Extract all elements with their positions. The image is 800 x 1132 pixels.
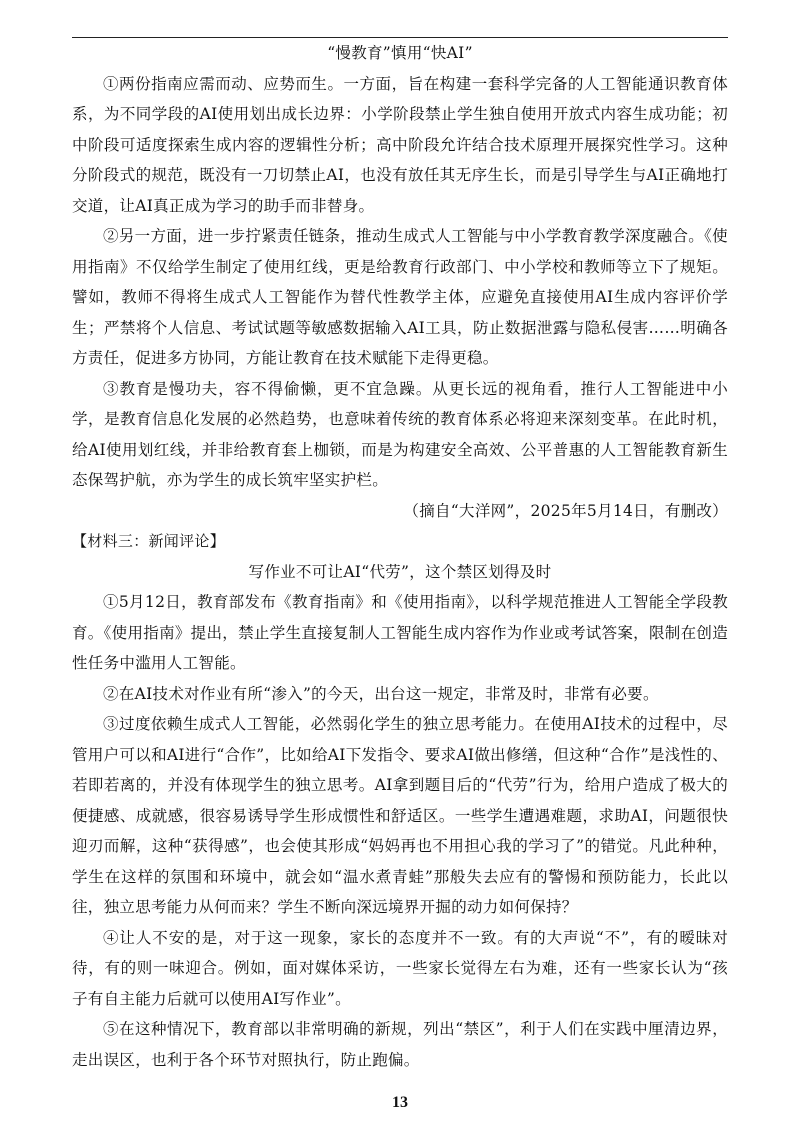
article-paragraph-2: ②另一方面，进一步拧紧责任链条，推动生成式人工智能与中小学教育教学深度融合。《使用指南》不仅给学生制定了使用红线，更是给教育行政部门、中小学校和教师等立下了规矩。譬如，教师不得将生成式人工智能作为替代性教学主体，应避免直接使用AI生成内容评价学生；严禁将个人信息、考试试题等敏感数据输入AI工具，防止数据泄露与隐私侵害……明确各方责任，促进多方协同，方能让教育在技术赋能下走得更稳。	[72, 227, 728, 367]
material-paragraph-4: ④让人不安的是，对于这一现象，家长的态度并不一致。有的大声说“不”，有的暧昧对待，有的则一味迎合。例如，面对媒体采访，一些家长觉得左右为难，还有一些家长认为“孩子有自主能力后就可以使用AI写作业”。	[72, 928, 728, 1008]
article-paragraph-1: ①两份指南应需而动、应势而生。一方面，旨在构建一套科学完备的人工智能通识教育体系，为不同学段的AI使用划出成长边界：小学阶段禁止学生独自使用开放式内容生成功能；初中阶段可适度探索生成内容的逻辑性分析；高中阶段允许结合技术原理开展探究性学习。这种分阶段式的规范，既没有一刀切禁止AI，也没有放任其无序生长，而是引导学生与AI正确地打交道，让AI真正成为学习的助手而非替身。	[72, 74, 728, 215]
material-paragraph-5: ⑤在这种情况下，教育部以非常明确的新规，列出“禁区”，利于人们在实践中厘清边界，走出误区，也利于各个环节对照执行，防止跑偏。	[72, 1020, 728, 1069]
article-source: （摘自“大洋网”，2025年5月14日，有删改）	[403, 501, 728, 520]
article-title: “慢教育”慎用“快AI”	[327, 44, 473, 62]
material-paragraph-1: ①5月12日，教育部发布《教育指南》和《使用指南》，以科学规范推进人工智能全学段教育。《使用指南》提出，禁止学生直接复制人工智能生成内容作为作业或考试答案，限制在创造性任务中滥用人工智能。	[72, 593, 728, 672]
material-label: 【材料三：新闻评论】	[72, 532, 226, 550]
article-paragraph-3: ③教育是慢功夫，容不得偷懒，更不宜急躁。从更长远的视角看，推行人工智能进中小学，是教育信息化发展的必然趋势，也意味着传统的教育体系必将迎来深刻变革。在此时机，给AI使用划红线，并非给教育套上枷锁，而是为构建安全高效、公平普惠的人工智能教育新生态保驾护航，亦为学生的成长筑牢坚实护栏。	[72, 379, 728, 489]
material-title: 写作业不可让AI“代劳”，这个禁区划得及时	[248, 562, 552, 581]
page-number: 13	[392, 1094, 408, 1111]
document-body	[72, 38, 728, 1075]
material-paragraph-3: ③过度依赖生成式人工智能，必然弱化学生的独立思考能力。在使用AI技术的过程中，尽管用户可以和AI进行“合作”，比如给AI下发指令、要求AI做出修缮，但这种“合作”是浅性的、若即若离的，并没有体现学生的独立思考。AI拿到题目后的“代劳”行为，给用户造成了极大的便捷感、成就感，很容易诱导学生形成惯性和舒适区。一些学生遭遇难题，求助AI，问题很快迎刃而解，这种“获得感”，也会使其形成“妈妈再也不用担心我的学习了”的错觉。凡此种种，学生在这样的氛围和环境中，就会如“温水煮青蛙”那般失去应有的警惕和预防能力，长此以往，独立思考能力从何而来？学生不断向深远境界开掘的动力如何保持？	[72, 715, 728, 916]
material-paragraph-2: ②在AI技术对作业有所“渗入”的今天，出台这一规定，非常及时，非常有必要。	[103, 684, 659, 703]
